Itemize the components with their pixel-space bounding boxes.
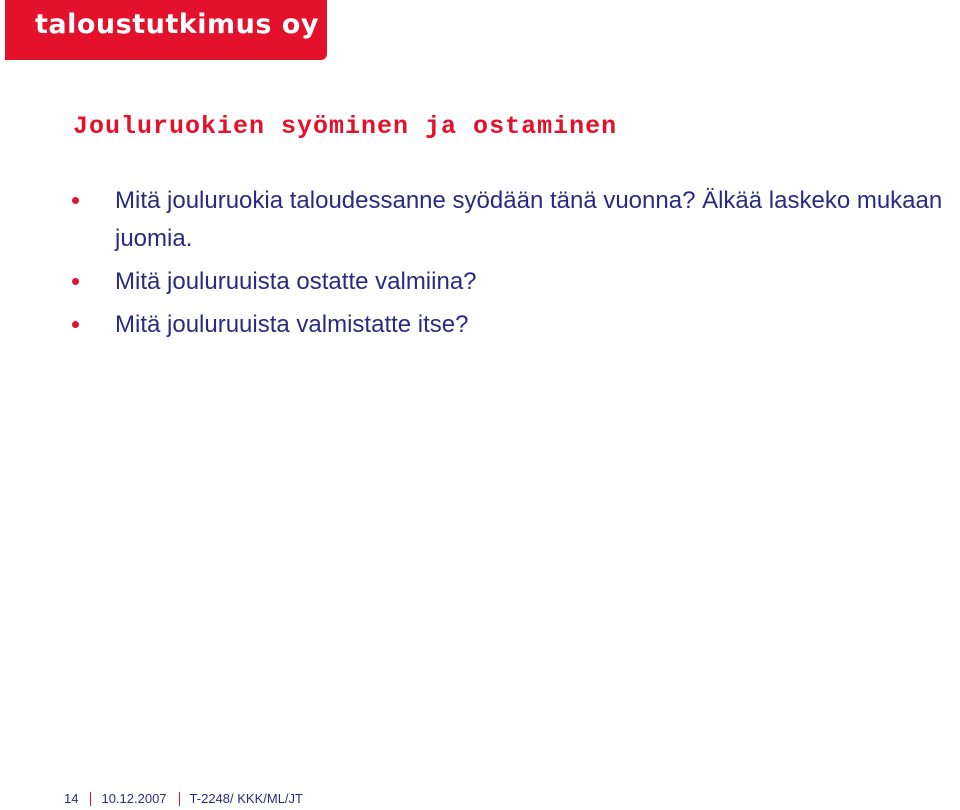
footer-reference: T-2248/ KKK/ML/JT <box>189 791 303 806</box>
company-logo <box>5 0 327 60</box>
bullet-text: Mitä jouluruuista ostatte valmiina? <box>115 268 477 295</box>
footer-divider <box>90 792 91 806</box>
page-number: 14 <box>64 791 79 806</box>
bullet-item <box>70 263 960 301</box>
bullet-dot-icon <box>72 278 79 285</box>
footer-date: 10.12.2007 <box>101 791 167 806</box>
bullet-dot-icon <box>72 197 79 204</box>
bullet-item <box>70 182 960 258</box>
bullet-dot-icon <box>72 321 79 328</box>
company-logo-text: taloustutkimus oy <box>35 9 319 40</box>
bullet-item <box>70 306 960 344</box>
bullet-text: Mitä jouluruokia taloudessanne syödään tänä vuonna? Älkää laskeko mukaan juomia. <box>115 187 943 252</box>
bullet-text: Mitä jouluruuista valmistatte itse? <box>115 311 469 338</box>
slide-footer <box>64 791 303 806</box>
slide-title: Jouluruokien syöminen ja ostaminen <box>73 112 618 141</box>
bullet-list <box>70 182 960 344</box>
footer-divider <box>179 792 180 806</box>
